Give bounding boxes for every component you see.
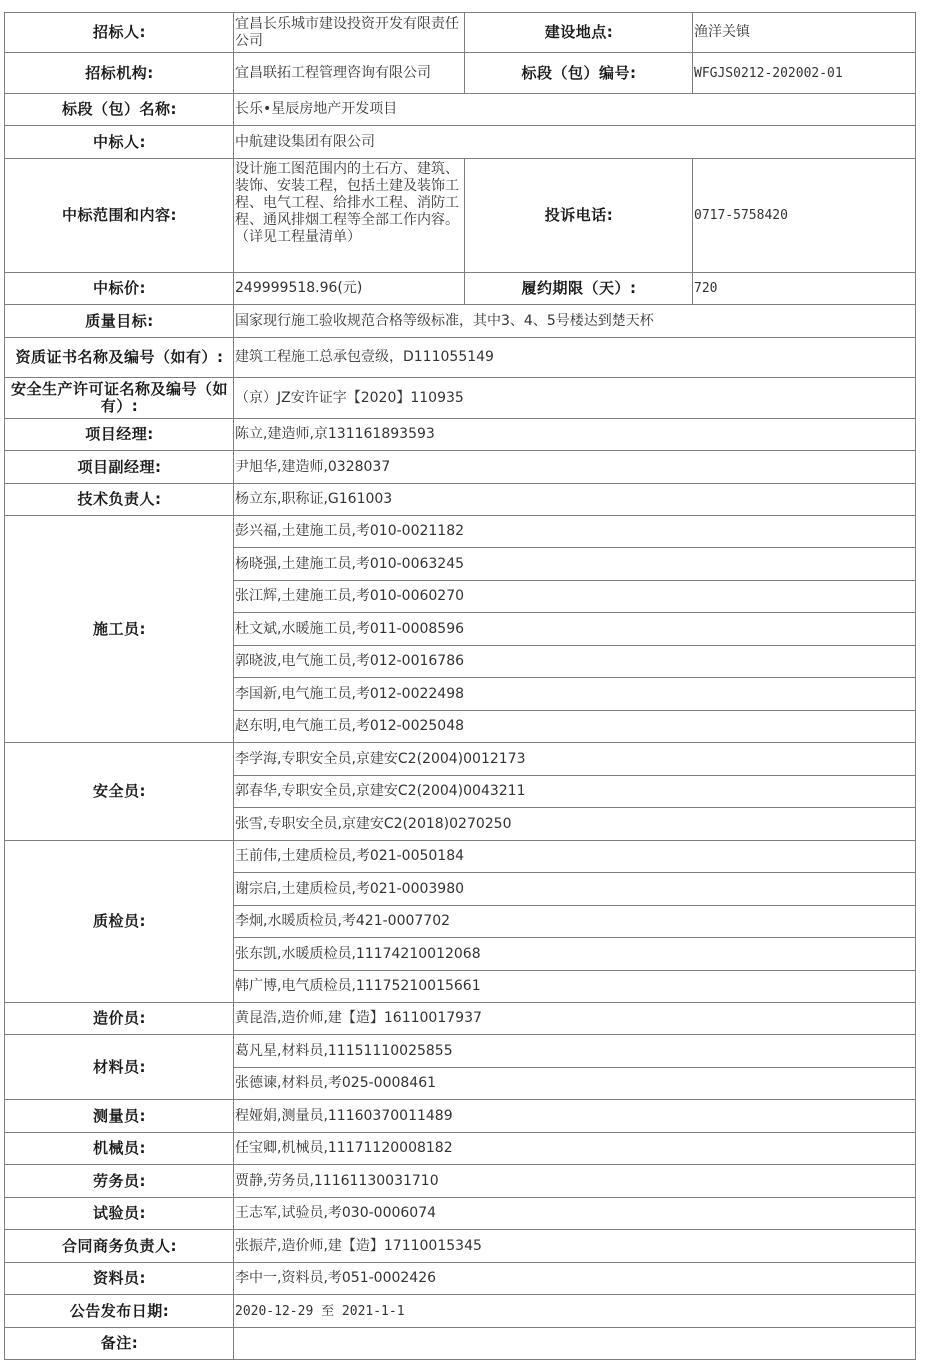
label-project-manager: 项目经理: xyxy=(5,419,234,451)
row-price xyxy=(5,273,916,305)
label-tester: 试验员: xyxy=(5,1198,234,1230)
bid-result-table xyxy=(4,12,916,1360)
value-agency: 宜昌联拓工程管理咨询有限公司 xyxy=(234,53,465,94)
row-tester xyxy=(5,1198,916,1230)
label-section-no: 标段（包）编号: xyxy=(465,53,693,94)
row-project-manager xyxy=(5,419,916,451)
label-quality: 质量目标: xyxy=(5,305,234,338)
label-surveyor: 测量员: xyxy=(5,1100,234,1133)
value-project-manager: 陈立,建造师,京131161893593 xyxy=(234,419,916,451)
value-constructor: 赵东明,电气施工员,考012-0025048 xyxy=(234,711,916,743)
label-qualification: 资质证书名称及编号（如有）: xyxy=(5,338,234,378)
value-publish-date: 2020-12-29 至 2021-1-1 xyxy=(234,1295,916,1328)
value-section-name: 长乐•星辰房地产开发项目 xyxy=(234,94,916,126)
label-duration: 履约期限（天）: xyxy=(465,273,693,305)
label-contract-lead: 合同商务负责人: xyxy=(5,1230,234,1263)
row-qualification xyxy=(5,338,916,378)
label-cost-engineer: 造价员: xyxy=(5,1003,234,1035)
row-section-name xyxy=(5,94,916,126)
value-constructor: 彭兴福,土建施工员,考010-0021182 xyxy=(234,516,916,548)
label-inspectors: 质检员: xyxy=(5,841,234,1003)
value-qualification: 建筑工程施工总承包壹级，D111055149 xyxy=(234,338,916,378)
row-constructor xyxy=(5,516,916,548)
value-location: 渔洋关镇 xyxy=(693,13,916,53)
row-machinery xyxy=(5,1133,916,1165)
row-safety-officer xyxy=(5,743,916,776)
value-constructor: 李国新,电气施工员,考012-0022498 xyxy=(234,678,916,711)
value-constructor: 杜文斌,水暖施工员,考011-0008596 xyxy=(234,613,916,646)
label-publish-date: 公告发布日期: xyxy=(5,1295,234,1328)
row-publish-date xyxy=(5,1295,916,1328)
value-safety-officer: 郭春华,专职安全员,京建安C2(2004)0043211 xyxy=(234,776,916,808)
label-machinery: 机械员: xyxy=(5,1133,234,1165)
label-labor: 劳务员: xyxy=(5,1165,234,1198)
row-tech-lead xyxy=(5,484,916,516)
label-remarks: 备注: xyxy=(5,1328,234,1360)
value-inspector: 谢宗启,土建质检员,考021-0003980 xyxy=(234,873,916,906)
label-complaint-phone: 投诉电话: xyxy=(465,159,693,273)
value-quality: 国家现行施工验收规范合格等级标准，其中3、4、5号楼达到楚天杯 xyxy=(234,305,916,338)
value-safety-license: （京）JZ安许证字【2020】110935 xyxy=(234,378,916,419)
value-remarks xyxy=(234,1328,916,1360)
label-price: 中标价: xyxy=(5,273,234,305)
row-winner xyxy=(5,126,916,159)
value-tenderer: 宜昌长乐城市建设投资开发有限责任公司 xyxy=(234,13,465,53)
value-inspector: 李炯,水暖质检员,考421-0007702 xyxy=(234,906,916,938)
label-tech-lead: 技术负责人: xyxy=(5,484,234,516)
value-winner: 中航建设集团有限公司 xyxy=(234,126,916,159)
row-material-officer xyxy=(5,1035,916,1068)
label-material-officers: 材料员: xyxy=(5,1035,234,1100)
value-material-officer: 张德谏,材料员,考025-0008461 xyxy=(234,1068,916,1100)
value-inspector: 韩广博,电气质检员,11175210015661 xyxy=(234,971,916,1003)
row-quality xyxy=(5,305,916,338)
value-labor: 贾静,劳务员,11161130031710 xyxy=(234,1165,916,1198)
label-section-name: 标段（包）名称: xyxy=(5,94,234,126)
row-inspector xyxy=(5,841,916,873)
label-location: 建设地点: xyxy=(465,13,693,53)
row-labor xyxy=(5,1165,916,1198)
label-documentation: 资料员: xyxy=(5,1263,234,1295)
label-winner: 中标人: xyxy=(5,126,234,159)
row-agency xyxy=(5,53,916,94)
value-inspector: 王前伟,土建质检员,考021-0050184 xyxy=(234,841,916,873)
label-constructors: 施工员: xyxy=(5,516,234,743)
value-constructor: 郭晓波,电气施工员,考012-0016786 xyxy=(234,646,916,678)
row-scope xyxy=(5,159,916,273)
value-tester: 王志军,试验员,考030-0006074 xyxy=(234,1198,916,1230)
value-contract-lead: 张振芹,造价师,建【造】17110015345 xyxy=(234,1230,916,1263)
value-scope: 设计施工图范围内的土石方、建筑、装饰、安装工程，包括土建及装饰工程、电气工程、给排水工程、消防工程、通风排烟工程等全部工作内容。（详见工程量清单） xyxy=(234,159,465,273)
row-cost-engineer xyxy=(5,1003,916,1035)
value-documentation: 李中一,资料员,考051-0002426 xyxy=(234,1263,916,1295)
row-tenderer xyxy=(5,13,916,53)
value-complaint-phone: 0717-5758420 xyxy=(693,159,916,273)
label-safety-license: 安全生产许可证名称及编号（如有）: xyxy=(5,378,234,419)
value-tech-lead: 杨立东,职称证,G161003 xyxy=(234,484,916,516)
value-constructor: 杨晓强,土建施工员,考010-0063245 xyxy=(234,548,916,581)
row-safety-license xyxy=(5,378,916,419)
value-cost-engineer: 黄昆浩,造价师,建【造】16110017937 xyxy=(234,1003,916,1035)
value-deputy-manager: 尹旭华,建造师,0328037 xyxy=(234,451,916,484)
label-agency: 招标机构: xyxy=(5,53,234,94)
value-section-no: WFGJS0212-202002-01 xyxy=(693,53,916,94)
label-scope: 中标范围和内容: xyxy=(5,159,234,273)
row-contract-lead xyxy=(5,1230,916,1263)
row-remarks xyxy=(5,1328,916,1360)
row-deputy-manager xyxy=(5,451,916,484)
value-duration: 720 xyxy=(693,273,916,305)
value-machinery: 任宝卿,机械员,11171120008182 xyxy=(234,1133,916,1165)
value-safety-officer: 李学海,专职安全员,京建安C2(2004)0012173 xyxy=(234,743,916,776)
value-price: 249999518.96(元) xyxy=(234,273,465,305)
value-material-officer: 葛凡星,材料员,11151110025855 xyxy=(234,1035,916,1068)
value-surveyor: 程娅娟,测量员,11160370011489 xyxy=(234,1100,916,1133)
row-documentation xyxy=(5,1263,916,1295)
label-safety-officers: 安全员: xyxy=(5,743,234,841)
label-deputy-manager: 项目副经理: xyxy=(5,451,234,484)
value-inspector: 张东凯,水暖质检员,11174210012068 xyxy=(234,938,916,971)
value-safety-officer: 张雪,专职安全员,京建安C2(2018)0270250 xyxy=(234,808,916,841)
row-surveyor xyxy=(5,1100,916,1133)
label-tenderer: 招标人: xyxy=(5,13,234,53)
value-constructor: 张江辉,土建施工员,考010-0060270 xyxy=(234,581,916,613)
